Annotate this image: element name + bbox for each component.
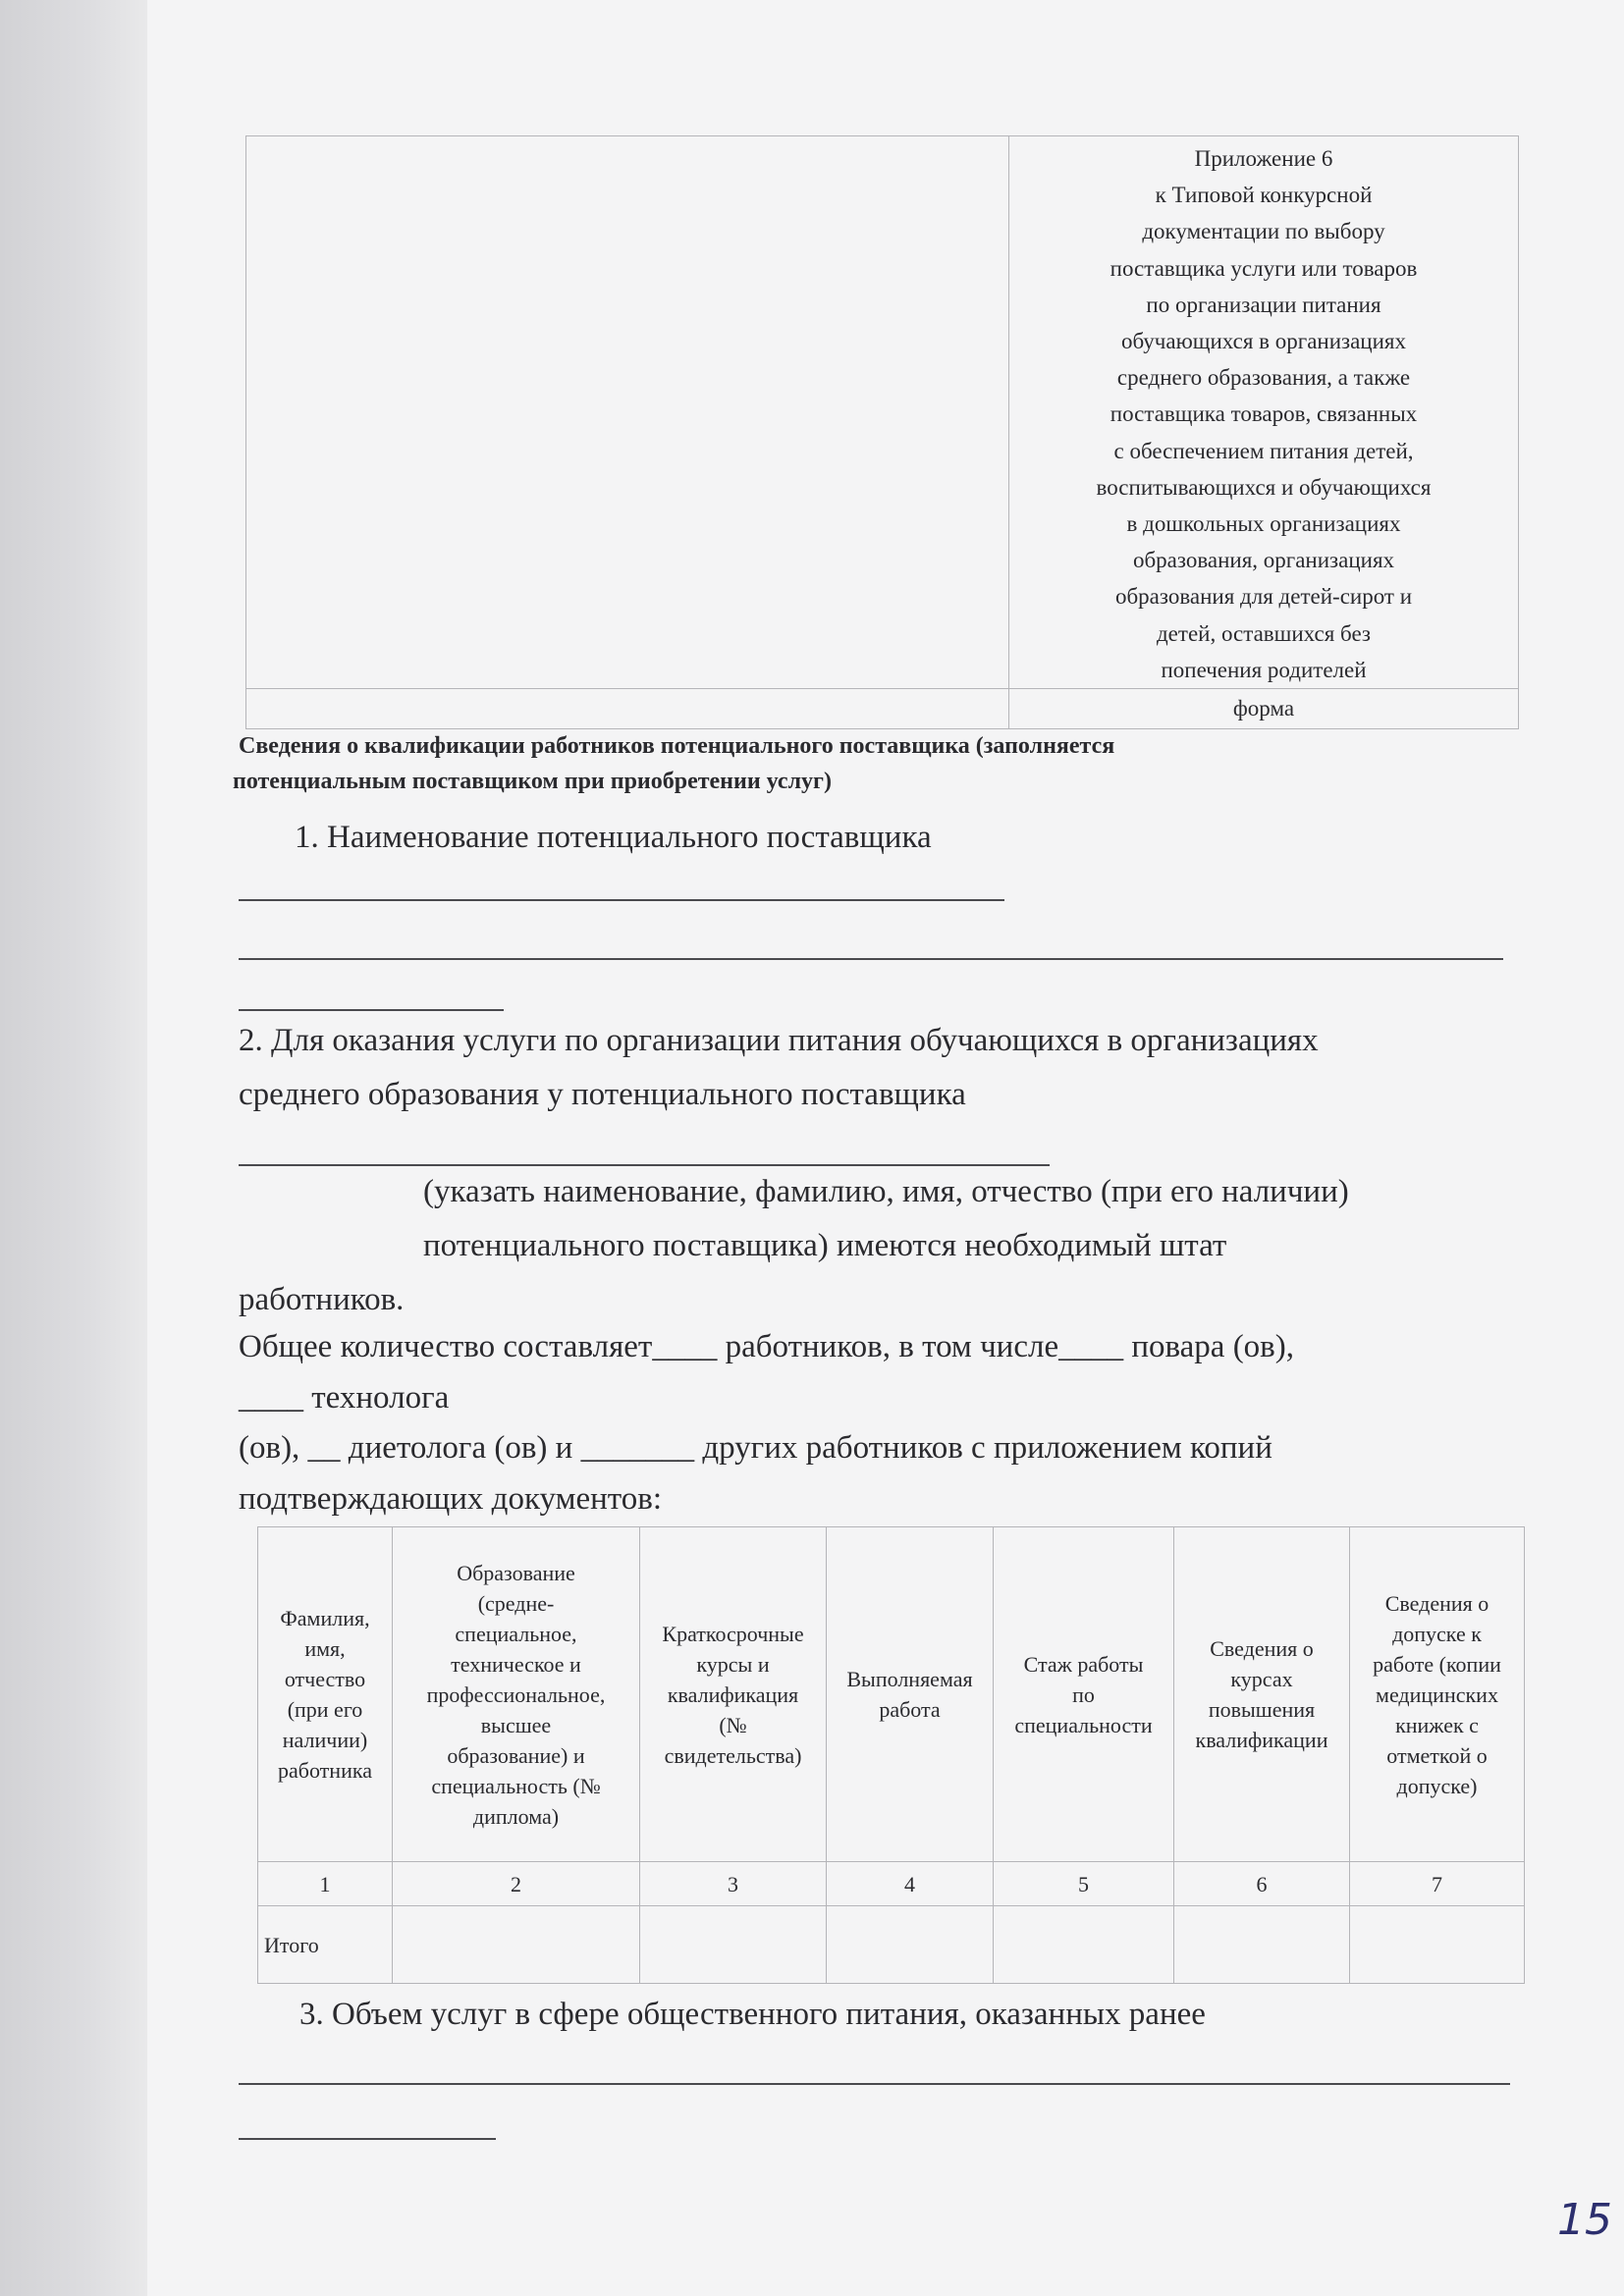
column-header-line: повышения xyxy=(1208,1697,1316,1722)
column-header xyxy=(1174,1527,1350,1862)
column-number: 2 xyxy=(393,1862,640,1906)
appendix-line: с обеспечением питания детей, xyxy=(1113,438,1414,463)
column-header-line: работника xyxy=(278,1758,372,1783)
column-header-line: специальности xyxy=(1014,1712,1153,1737)
column-number: 6 xyxy=(1174,1862,1350,1906)
column-header-line: Сведения о xyxy=(1210,1636,1314,1661)
fill-line xyxy=(239,1164,1050,1166)
column-number: 4 xyxy=(827,1862,994,1906)
appendix-line: попечения родителей xyxy=(1161,657,1367,682)
document-title xyxy=(233,728,1417,799)
fill-line xyxy=(239,2138,496,2140)
form-label: форма xyxy=(1009,689,1519,729)
column-header-line: отчество xyxy=(284,1667,366,1691)
section-2-line: ____ технолога xyxy=(239,1380,450,1415)
section-2-line: (ов), __ диетолога (ов) и _______ других работников с приложением копий xyxy=(239,1430,1272,1466)
column-header-line: медицинских xyxy=(1376,1682,1498,1707)
appendix-line: детей, оставшихся без xyxy=(1156,620,1372,646)
appendix-line: поставщика товаров, связанных xyxy=(1110,401,1418,427)
column-header-line: техническое и xyxy=(451,1651,581,1677)
section-2-line: среднего образования у потенциального поставщика xyxy=(239,1077,966,1112)
header-empty-cell xyxy=(246,136,1009,689)
column-header-line: профессиональное, xyxy=(426,1682,606,1707)
column-header-line: по xyxy=(1072,1682,1095,1707)
appendix-note xyxy=(1009,136,1519,689)
total-cell xyxy=(393,1906,640,1984)
section-3-heading: 3. Объем услуг в сфере общественного питания, оказанных ранее xyxy=(299,1997,1206,2032)
column-header-line: Краткосрочные xyxy=(662,1621,804,1646)
column-header xyxy=(640,1527,827,1862)
total-cell xyxy=(640,1906,827,1984)
column-header-line: квалификации xyxy=(1195,1728,1328,1752)
column-header-line: наличии) xyxy=(282,1728,368,1752)
total-cell xyxy=(994,1906,1174,1984)
column-header-line: Сведения о xyxy=(1384,1590,1489,1616)
section-1-heading: 1. Наименование потенциального поставщика xyxy=(295,820,932,855)
column-header-line: курсы и xyxy=(696,1651,770,1677)
appendix-line: к Типовой конкурсной xyxy=(1155,183,1373,208)
column-header-line: работе (копии xyxy=(1373,1651,1501,1677)
appendix-line: по организации питания xyxy=(1146,292,1381,317)
column-header-line: специальное, xyxy=(455,1621,577,1646)
fill-line xyxy=(239,2083,1510,2085)
total-label: Итого xyxy=(258,1906,393,1984)
title-line: Сведения о квалификации работников потенциального поставщика (заполняется xyxy=(239,733,1115,759)
column-number: 3 xyxy=(640,1862,827,1906)
appendix-line: Приложение 6 xyxy=(1194,146,1333,171)
column-header xyxy=(827,1527,994,1862)
column-header-line: квалификация xyxy=(667,1682,799,1707)
table-total-row xyxy=(258,1906,1525,1984)
column-header-line: курсах xyxy=(1230,1667,1293,1691)
column-header-line: Образование xyxy=(457,1560,575,1585)
appendix-line: воспитывающихся и обучающихся xyxy=(1096,474,1432,500)
section-2-line: Общее количество составляет____ работников, в том числе____ повара (ов), xyxy=(239,1329,1294,1364)
section-2-line: 2. Для оказания услуги по организации питания обучающихся в организациях xyxy=(239,1023,1319,1058)
section-2-line: подтверждающих документов: xyxy=(239,1481,663,1517)
staff-qualification-table xyxy=(257,1526,1525,1984)
total-cell xyxy=(827,1906,994,1984)
table-number-row xyxy=(258,1862,1525,1906)
column-header-line: работа xyxy=(879,1697,941,1722)
column-header-line: высшее xyxy=(480,1712,552,1737)
total-cell xyxy=(1174,1906,1350,1984)
appendix-line: в дошкольных организациях xyxy=(1126,511,1401,537)
appendix-header-box xyxy=(245,135,1519,729)
column-header-line: Стаж работы xyxy=(1023,1651,1144,1677)
section-2-line: потенциального поставщика) имеются необходимый штат xyxy=(423,1228,1227,1263)
column-header-line: имя, xyxy=(304,1636,346,1661)
column-header-line: допуске) xyxy=(1396,1773,1478,1798)
column-header-line: (№ xyxy=(719,1712,747,1737)
fill-line xyxy=(239,1009,504,1011)
page-number: 15 xyxy=(1557,2195,1612,2245)
column-header-line: допуске к xyxy=(1392,1621,1482,1646)
appendix-line: документации по выбору xyxy=(1142,219,1385,244)
fill-line xyxy=(239,899,1004,901)
column-header xyxy=(258,1527,393,1862)
column-header-line: свидетельства) xyxy=(664,1742,802,1768)
column-header-line: Выполняемая xyxy=(846,1667,973,1691)
appendix-line: образования, организациях xyxy=(1132,548,1395,573)
title-line: потенциальным поставщиком при приобретении услуг) xyxy=(233,769,832,794)
appendix-line: обучающихся в организациях xyxy=(1120,329,1407,354)
column-header-line: отметкой о xyxy=(1386,1742,1488,1768)
column-header xyxy=(994,1527,1174,1862)
column-header-line: (при его xyxy=(287,1697,363,1722)
column-header-line: книжек с xyxy=(1395,1712,1479,1737)
appendix-line: поставщика услуги или товаров xyxy=(1110,255,1418,281)
scan-shadow xyxy=(0,0,147,2296)
appendix-line: среднего образования, а также xyxy=(1116,365,1411,391)
total-cell xyxy=(1350,1906,1525,1984)
header-empty-cell xyxy=(246,689,1009,729)
column-number: 5 xyxy=(994,1862,1174,1906)
fill-line xyxy=(239,958,1503,960)
section-2-line: (указать наименование, фамилию, имя, отчество (при его наличии) xyxy=(423,1174,1349,1209)
appendix-line: образования для детей-сирот и xyxy=(1114,584,1413,610)
column-number: 7 xyxy=(1350,1862,1525,1906)
column-header-line: диплома) xyxy=(472,1803,560,1829)
column-header xyxy=(1350,1527,1525,1862)
column-header-line: Фамилия, xyxy=(280,1606,370,1630)
column-header-line: образование) и xyxy=(447,1742,585,1768)
column-number: 1 xyxy=(258,1862,393,1906)
table-header-row xyxy=(258,1527,1525,1862)
column-header xyxy=(393,1527,640,1862)
column-header-line: специальность (№ xyxy=(431,1773,601,1798)
section-2-line: работников. xyxy=(239,1282,405,1317)
column-header-line: (средне- xyxy=(477,1590,555,1616)
